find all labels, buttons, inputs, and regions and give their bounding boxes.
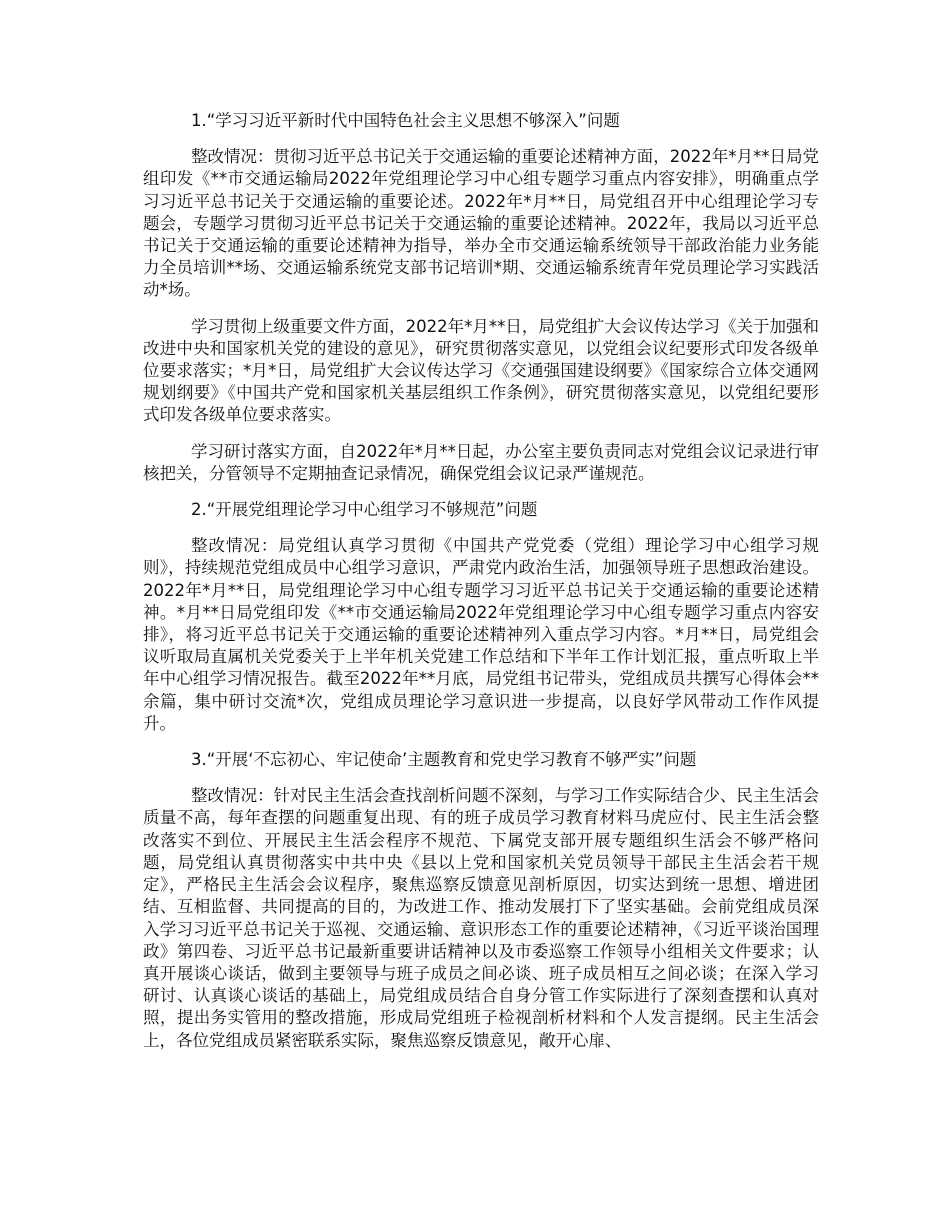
section-heading-3: 3.“开展‘不忘初心、牢记使命’主题教育和党史学习教育不够严实”问题 bbox=[191, 750, 697, 770]
body-paragraph: 整改情况：局党组认真学习贯彻《中国共产党党委（党组）理论学习中心组学习规则》，持续规范党组成员中心组学习意识，严肃党内政治生活，加强领导班子思想政治建设。2022年*月**日，局党组理论学习中心组专题学习习近平总书记关于交通运输的重要论述精神。*月**日局党组印发《**市交通运输局2022年党组理论学习中心组专题学习重点内容安排》，将习近平总书记关于交通运输的重要论述精神列入重点学习内容。*月**日，局党组会议听取局直属机关党委关于上半年机关党建工作总结和下半年工作计划汇报，重点听取上半年中心组学习情况报告。截至2022年**月底，局党组书记带头，党组成员共撰写心得体会**余篇，集中研讨交流*次，党组成员理论学习意识进一步提高，以良好学风带动工作作风提升。 bbox=[143, 536, 819, 733]
section-heading-1: 1.“学习习近平新时代中国特色社会主义思想不够深入”问题 bbox=[191, 111, 620, 130]
body-paragraph: 整改情况：针对民主生活会查找剖析问题不深刻，与学习工作实际结合少、民主生活会质量不高，每年查摆的问题重复出现、有的班子成员学习教育材料马虎应付、民主生活会整改落实不到位、开展民主生活会程序不规范、下属党支部开展专题组织生活会不够严格问题，局党组认真贯彻落实中共中央《县以上党和国家机关党员领导干部民主生活会若干规定》，严格民主生活会会议程序，聚焦巡察反馈意见剖析原因，切实达到统一思想、增进团结、互相监督、共同提高的目的，为改进工作、推动发展打下了坚实基础。会前党组成员深入学习习近平总书记关于巡视、交通运输、意识形态工作的重要论述精神，《习近平谈治国理政》第四卷、习近平总书记最新重要讲话精神以及市委巡察工作领导小组相关文件要求；认真开展谈心谈话，做到主要领导与班子成员之间必谈、班子成员相互之间必谈；在深入学习研讨、认真谈心谈话的基础上，局党组成员结合自身分管工作实际进行了深刻查摆和认真对照，提出务实管用的整改措施，形成局党组班子检视剖析材料和个人发言提纲。民主生活会上，各位党组成员紧密联系实际，聚焦巡察反馈意见，敞开心扉、 bbox=[143, 786, 819, 1050]
body-paragraph: 整改情况：贯彻习近平总书记关于交通运输的重要论述精神方面，2022年*月**日局党组印发《**市交通运输局2022年党组理论学习中心组专题学习重点内容安排》，明确重点学习习近平总书记关于交通运输的重要论述。2022年*月**日，局党组召开中心组理论学习专题会，专题学习贯彻习近平总书记关于交通运输的重要论述精神。2022年，我局以习近平总书记关于交通运输的重要论述精神为指导，举办全市交通运输系统领导干部政治能力业务能力全员培训**场、交通运输系统党支部书记培训*期、交通运输系统青年党员理论学习实践活动*场。 bbox=[143, 147, 819, 300]
document-page bbox=[143, 110, 819, 1066]
body-paragraph: 学习研讨落实方面，自2022年*月**日起，办公室主要负责同志对党组会议记录进行审核把关，分管领导不定期抽查记录情况，确保党组会议记录严谨规范。 bbox=[143, 441, 819, 483]
body-paragraph: 学习贯彻上级重要文件方面，2022年*月**日，局党组扩大会议传达学习《关于加强和改进中央和国家机关党的建设的意见》，研究贯彻落实意见，以党组会议纪要形式印发各级单位要求落实；*月*日，局党组扩大会议传达学习《交通强国建设纲要》《国家综合立体交通网规划纲要》《中国共产党和国家机关基层组织工作条例》，研究贯彻落实意见，以党组纪要形式印发各级单位要求落实。 bbox=[143, 316, 819, 425]
section-heading-2: 2.“开展党组理论学习中心组学习不够规范”问题 bbox=[191, 500, 538, 520]
